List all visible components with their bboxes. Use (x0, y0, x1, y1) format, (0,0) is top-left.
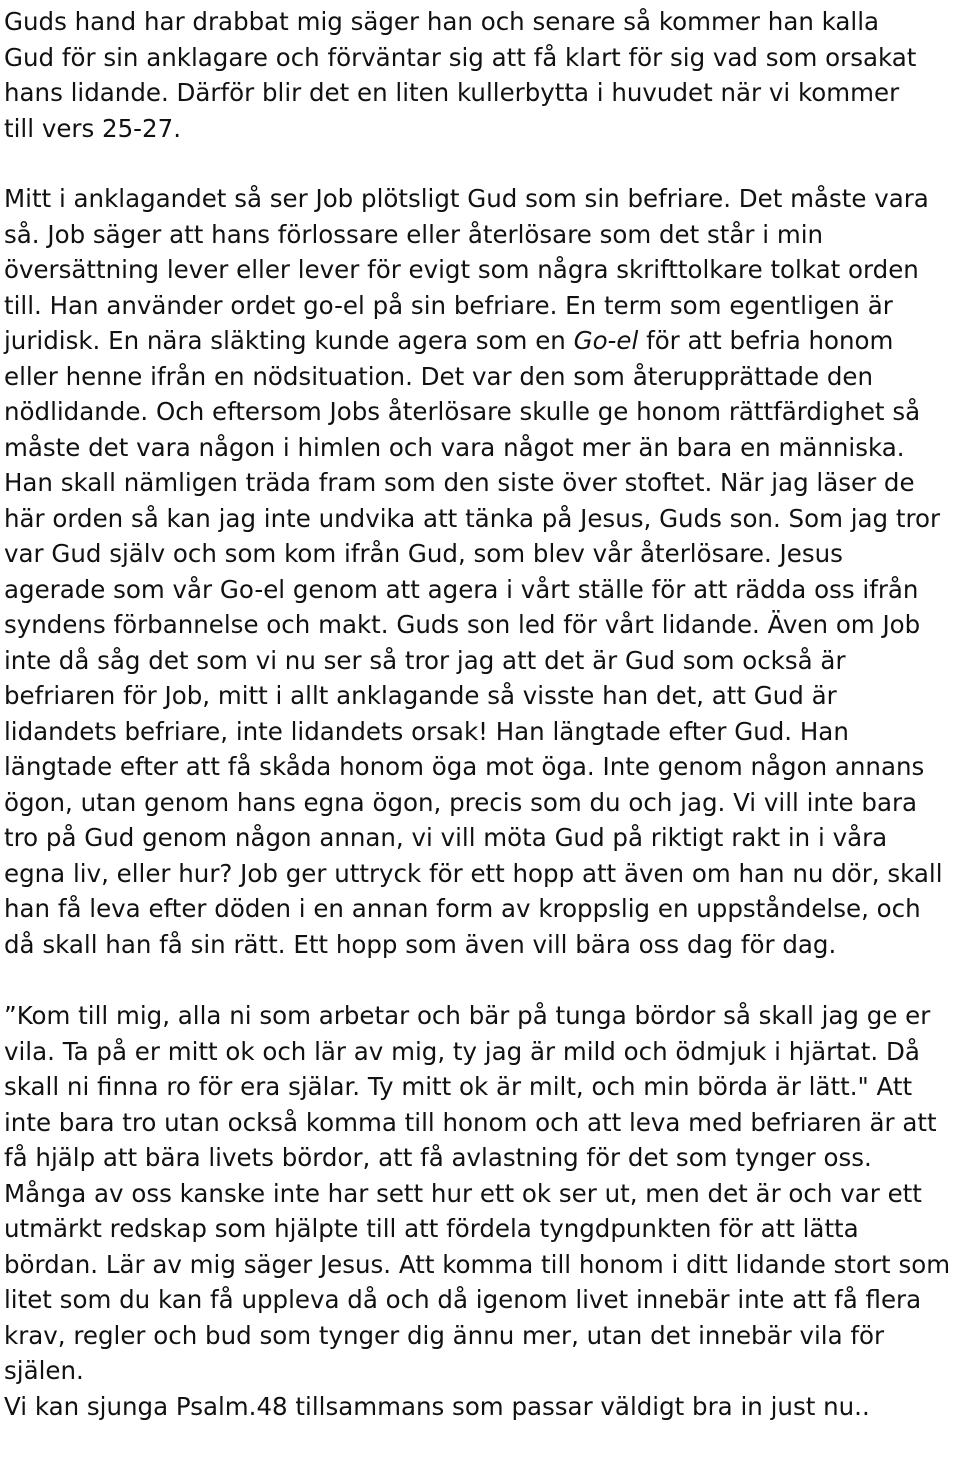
text-segment: Vi kan sjunga Psalm.48 tillsammans som passar väldigt bra in just nu.. (4, 1391, 870, 1421)
paragraph-closing (4, 1389, 952, 1425)
paragraph-go-el (4, 181, 952, 962)
text-line: hans lidande. Därför blir det en liten kullerbytta i huvudet när vi kommer (4, 78, 900, 107)
text-line: Gud för sin anklagare och förväntar sig att få klart för sig vad som orsakat (4, 42, 917, 72)
text-segment: ”Kom till mig, alla ni som arbetar och bär på tunga bördor så skall jag ge er vila. Ta på er mitt ok och lär av mig, ty jag är mild och ödmjuk i hjärtat. Då skall ni finna ro för era själar. Ty mitt ok är milt, och min börda är lätt." Att inte bara tro utan också komma till honom och att leva med befriaren är att få hjälp att bära livets bördor, att få avlastning för det som tynger oss. Många av oss kanske inte har sett hur ett ok ser ut, men det är och var ett utmärkt redskap som hjälpte till att fördela tyngdpunkten för att lätta bördan. Lär av mig säger Jesus. Att komma till honom i ditt lidande stort som litet som du kan få uppleva då och då igenom livet innebär inte att få flera krav, regler och bud som tynger dig ännu mer, utan det innebär vila för själen. (4, 1001, 951, 1385)
text-line: till vers 25-27. (4, 113, 181, 143)
paragraph-quote (4, 998, 952, 1389)
text-segment: Mitt i anklagandet så ser Job plötsligt Gud som sin befriare. Det måste vara så. Job säger att hans förlossare eller återlösare som det står i min översättning lever eller lever för evigt som några skrifttolkare tolkat orden till. Han använder ordet go-el på sin befriare. En term som egentligen är juridisk. En nära släkting kunde agera som en (4, 184, 929, 355)
paragraph-intro (4, 4, 952, 146)
paragraph-spacer (4, 146, 952, 181)
text-line: Guds hand har drabbat mig säger han och senare så kommer han kalla (4, 7, 880, 36)
text-segment: för att befria honom eller henne ifrån en nödsituation. Det var den som återupprättade den nödlidande. Och eftersom Jobs återlösare skulle ge honom rättfärdighet så måste det vara någon i himlen och vara något mer än bara en människa. Han skall nämligen träda fram som den siste över stoftet. När jag läser de här orden så kan jag inte undvika att tänka på Jesus, Guds son. Som jag tror var Gud själv och som kom ifrån Gud, som blev vår återlösare. Jesus agerade som vår Go-el genom att agera i vårt ställe för att rädda oss ifrån syndens förbannelse och makt. Guds son led för vårt lidande. Även om Job inte då såg det som vi nu ser så tror jag att det är Gud som också är befriaren för Job, mitt i allt anklagande så visste han det, att Gud är lidandets befriare, inte lidandets orsak! Han längtade efter Gud. Han längtade efter att få skåda honom öga mot öga. Inte genom någon annans ögon, utan genom hans egna ögon, precis som du och jag. Vi vill inte bara tro på Gud genom någon annan, vi vill möta Gud på riktigt rakt in i våra egna liv, eller hur? Job ger uttryck för ett hopp att även om han nu dör, skall han få leva efter döden i en annan form av kroppslig en uppståndelse, och då skall han få sin rätt. Ett hopp som även vill bära oss dag för dag. (4, 326, 943, 959)
paragraph-spacer (4, 962, 952, 998)
italic-term-go-el: Go-el (573, 326, 639, 355)
